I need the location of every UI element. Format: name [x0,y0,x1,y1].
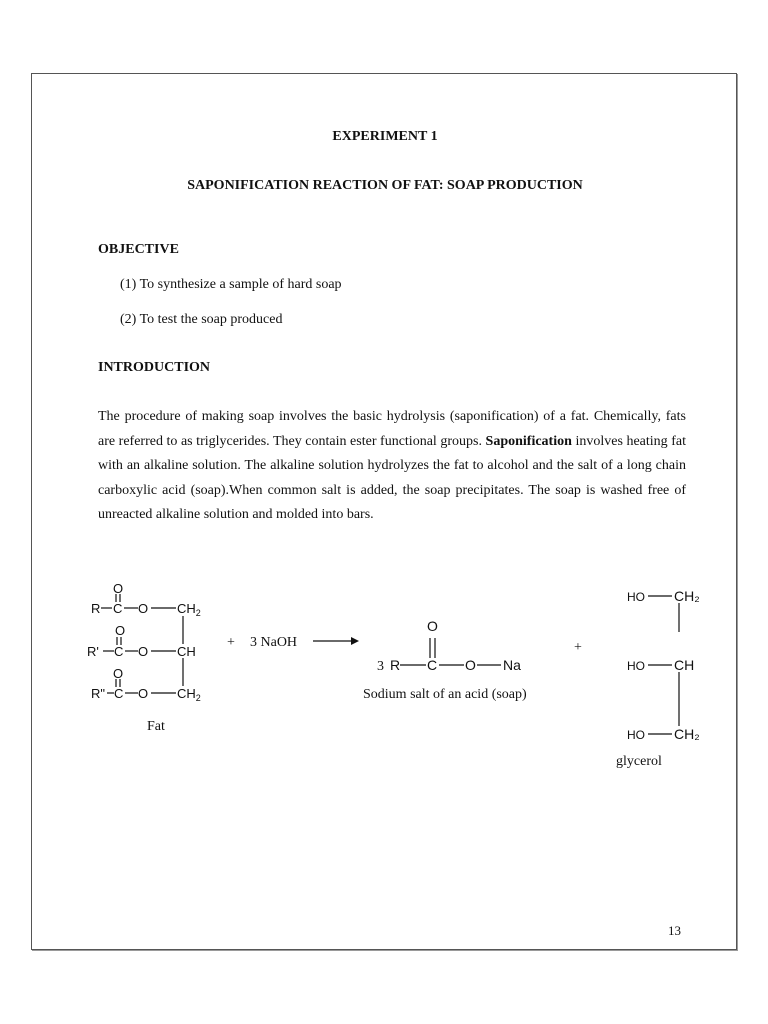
saponification-reaction-scheme [32,74,738,951]
glycerol-ho-3: HO [627,728,645,742]
page-number: 13 [668,923,681,938]
fat-o-top-3: O [113,666,124,681]
glycerol-ch-3: CH₂ [674,726,700,742]
document-page [31,73,737,950]
fat-r-1: R [91,601,101,616]
glycerol-ch-1: CH₂ [674,588,700,604]
fat-r-2: R' [87,644,99,659]
intro-bold-term: Saponification [485,433,572,449]
fat-o-2: O [138,644,149,659]
experiment-title: EXPERIMENT 1 [332,129,438,144]
fat-c-1: C [113,601,123,616]
soap-o-top: O [427,618,438,634]
fat-c-3: C [114,686,124,701]
soap-coefficient: 3 [377,659,384,674]
objective-item-2: (2) To test the soap produced [120,312,283,327]
intro-text-part-2: involves heating fat with an alkaline solution. The alkaline solution hydrolyzes the fat to alcohol and the salt of a long chain carboxylic acid (soap).When common salt is added, the soap precipitates. The soap is washed free of unreacted alkaline solution and molded into bars. [98,433,687,523]
reagent-naoh: 3 NaOH [250,635,298,650]
experiment-subtitle: SAPONIFICATION REACTION OF FAT: SOAP PRODUCTION [187,178,583,193]
fat-r-3: R" [91,686,106,701]
fat-label: Fat [147,719,165,734]
objective-heading: OBJECTIVE [98,242,179,257]
fat-o-3: O [138,686,149,701]
fat-c-2: C [114,644,124,659]
fat-o-1: O [138,601,149,616]
fat-ch-2: CH [177,644,196,659]
soap-r: R [390,657,401,673]
glycerol-ho-1: HO [627,590,645,604]
glycerol-ch-2: CH [674,657,695,673]
intro-text-part-1: The procedure of making soap involves the basic hydrolysis (saponification) of a fat. Chemically, fats are referred to as triglycerides. They contain ester functional groups. [98,409,686,449]
glycerol-label: glycerol [616,754,662,769]
objective-item-1: (1) To synthesize a sample of hard soap [120,277,342,292]
fat-o-top-1: O [113,581,124,596]
glycerol-ho-2: HO [627,659,645,673]
introduction-heading: INTRODUCTION [98,360,211,375]
arrow-head-icon [351,637,359,645]
soap-c: C [427,657,438,673]
soap-na: Na [503,657,521,673]
plus-sign-2: + [574,640,582,655]
fat-o-top-2: O [115,623,126,638]
fat-ch-1: $CH_2$ [177,601,201,618]
soap-label: Sodium salt of an acid (soap) [363,687,527,702]
plus-sign-1: + [227,635,235,650]
soap-o: O [465,657,476,673]
fat-ch-3: $CH_2$ [177,686,201,703]
